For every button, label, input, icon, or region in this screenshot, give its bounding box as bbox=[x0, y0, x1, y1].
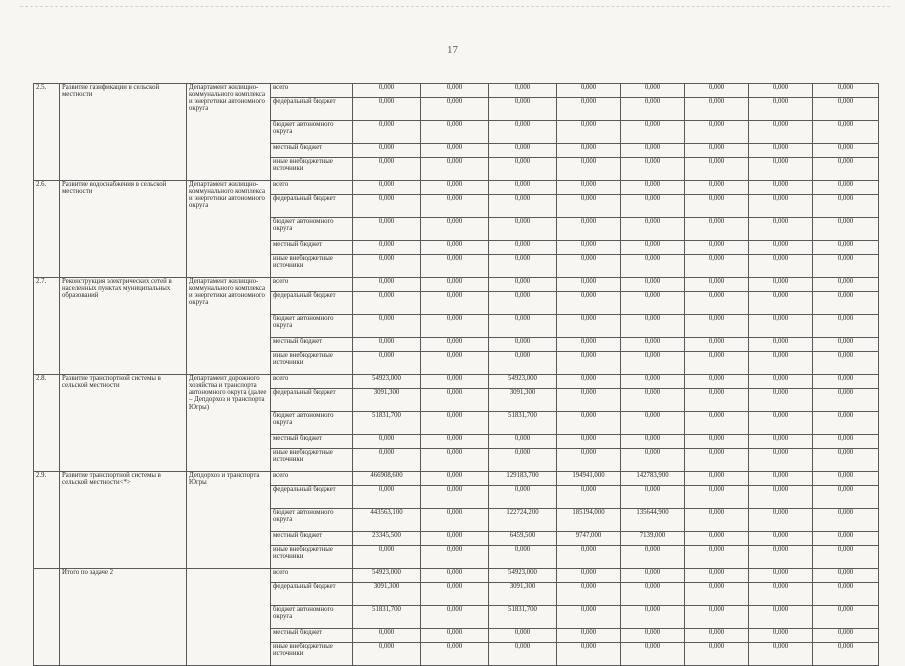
amount-cell: 0,000 bbox=[557, 389, 621, 412]
funding-source: местный бюджет bbox=[271, 338, 353, 352]
amount-cell: 0,000 bbox=[749, 195, 813, 218]
amount-cell: 0,000 bbox=[353, 158, 421, 181]
funding-source: федеральный бюджет bbox=[271, 486, 353, 509]
funding-source: местный бюджет bbox=[271, 144, 353, 158]
amount-cell: 0,000 bbox=[685, 278, 749, 292]
row-number: 2.5. bbox=[34, 84, 60, 181]
executor: Департамент жилищно-коммунального комплекса и энергетики автономного округа bbox=[187, 84, 271, 181]
amount-cell: 7139,000 bbox=[621, 532, 685, 546]
page-number: 17 bbox=[447, 44, 458, 56]
funding-source: иные внебюджетные источники bbox=[271, 158, 353, 181]
amount-cell: 0,000 bbox=[353, 338, 421, 352]
funding-source: федеральный бюджет bbox=[271, 583, 353, 606]
amount-cell: 0,000 bbox=[621, 98, 685, 121]
amount-cell: 466908,600 bbox=[353, 472, 421, 486]
amount-cell: 0,000 bbox=[685, 292, 749, 315]
amount-cell: 0,000 bbox=[685, 158, 749, 181]
amount-cell: 0,000 bbox=[685, 218, 749, 241]
amount-cell: 0,000 bbox=[813, 643, 879, 666]
amount-cell: 9747,000 bbox=[557, 532, 621, 546]
amount-cell: 0,000 bbox=[749, 412, 813, 435]
amount-cell: 0,000 bbox=[421, 292, 489, 315]
amount-cell: 0,000 bbox=[421, 181, 489, 195]
amount-cell: 0,000 bbox=[557, 546, 621, 569]
amount-cell: 0,000 bbox=[489, 435, 557, 449]
amount-cell: 0,000 bbox=[421, 546, 489, 569]
funding-source: местный бюджет bbox=[271, 435, 353, 449]
amount-cell: 0,000 bbox=[421, 389, 489, 412]
funding-source: всего bbox=[271, 84, 353, 98]
amount-cell: 0,000 bbox=[557, 338, 621, 352]
amount-cell: 0,000 bbox=[749, 352, 813, 375]
amount-cell: 0,000 bbox=[353, 435, 421, 449]
amount-cell: 0,000 bbox=[813, 292, 879, 315]
amount-cell: 0,000 bbox=[353, 486, 421, 509]
amount-cell: 0,000 bbox=[557, 569, 621, 583]
amount-cell: 0,000 bbox=[685, 546, 749, 569]
amount-cell: 0,000 bbox=[421, 583, 489, 606]
amount-cell: 0,000 bbox=[557, 449, 621, 472]
amount-cell: 0,000 bbox=[489, 629, 557, 643]
amount-cell: 0,000 bbox=[557, 412, 621, 435]
amount-cell: 0,000 bbox=[685, 181, 749, 195]
amount-cell: 0,000 bbox=[557, 606, 621, 629]
amount-cell: 0,000 bbox=[353, 181, 421, 195]
amount-cell: 0,000 bbox=[685, 84, 749, 98]
amount-cell: 54923,000 bbox=[353, 375, 421, 389]
amount-cell: 0,000 bbox=[749, 292, 813, 315]
table-row bbox=[34, 278, 879, 292]
funding-source: местный бюджет bbox=[271, 241, 353, 255]
amount-cell: 0,000 bbox=[421, 643, 489, 666]
amount-cell: 0,000 bbox=[421, 241, 489, 255]
amount-cell: 0,000 bbox=[749, 606, 813, 629]
funding-source: бюджет автономного округа bbox=[271, 218, 353, 241]
funding-source: федеральный бюджет bbox=[271, 98, 353, 121]
amount-cell: 0,000 bbox=[813, 158, 879, 181]
amount-cell: 0,000 bbox=[557, 292, 621, 315]
funding-source: всего bbox=[271, 375, 353, 389]
amount-cell: 0,000 bbox=[749, 449, 813, 472]
amount-cell: 0,000 bbox=[685, 629, 749, 643]
amount-cell: 0,000 bbox=[489, 315, 557, 338]
amount-cell: 0,000 bbox=[421, 144, 489, 158]
amount-cell: 0,000 bbox=[489, 98, 557, 121]
amount-cell: 0,000 bbox=[813, 352, 879, 375]
amount-cell: 0,000 bbox=[749, 472, 813, 486]
amount-cell: 0,000 bbox=[685, 121, 749, 144]
amount-cell: 0,000 bbox=[685, 583, 749, 606]
amount-cell: 0,000 bbox=[749, 509, 813, 532]
amount-cell: 0,000 bbox=[621, 315, 685, 338]
amount-cell: 0,000 bbox=[489, 121, 557, 144]
amount-cell: 0,000 bbox=[421, 255, 489, 278]
amount-cell: 0,000 bbox=[749, 629, 813, 643]
amount-cell: 0,000 bbox=[749, 98, 813, 121]
amount-cell: 0,000 bbox=[685, 449, 749, 472]
amount-cell: 0,000 bbox=[685, 255, 749, 278]
funding-source: федеральный бюджет bbox=[271, 292, 353, 315]
amount-cell: 0,000 bbox=[685, 375, 749, 389]
amount-cell: 0,000 bbox=[621, 195, 685, 218]
executor bbox=[187, 569, 271, 666]
funding-source: местный бюджет bbox=[271, 629, 353, 643]
amount-cell: 0,000 bbox=[489, 449, 557, 472]
amount-cell: 0,000 bbox=[749, 546, 813, 569]
amount-cell: 0,000 bbox=[621, 449, 685, 472]
amount-cell: 0,000 bbox=[813, 241, 879, 255]
amount-cell: 0,000 bbox=[749, 144, 813, 158]
amount-cell: 0,000 bbox=[489, 255, 557, 278]
amount-cell: 0,000 bbox=[749, 532, 813, 546]
amount-cell: 0,000 bbox=[685, 352, 749, 375]
amount-cell: 0,000 bbox=[685, 98, 749, 121]
amount-cell: 0,000 bbox=[489, 144, 557, 158]
amount-cell: 3091,300 bbox=[353, 583, 421, 606]
table-row bbox=[34, 84, 879, 98]
amount-cell: 443563,100 bbox=[353, 509, 421, 532]
amount-cell: 0,000 bbox=[813, 509, 879, 532]
amount-cell: 23345,500 bbox=[353, 532, 421, 546]
amount-cell: 0,000 bbox=[685, 412, 749, 435]
amount-cell: 0,000 bbox=[421, 472, 489, 486]
amount-cell: 185194,000 bbox=[557, 509, 621, 532]
amount-cell: 3091,300 bbox=[353, 389, 421, 412]
amount-cell: 0,000 bbox=[421, 412, 489, 435]
amount-cell: 0,000 bbox=[557, 583, 621, 606]
amount-cell: 0,000 bbox=[813, 606, 879, 629]
amount-cell: 0,000 bbox=[489, 218, 557, 241]
amount-cell: 51831,700 bbox=[353, 412, 421, 435]
amount-cell: 54923,000 bbox=[489, 569, 557, 583]
amount-cell: 0,000 bbox=[813, 144, 879, 158]
amount-cell: 0,000 bbox=[557, 144, 621, 158]
amount-cell: 0,000 bbox=[685, 241, 749, 255]
amount-cell: 0,000 bbox=[621, 255, 685, 278]
funding-source: иные внебюджетные источники bbox=[271, 546, 353, 569]
amount-cell: 0,000 bbox=[813, 375, 879, 389]
amount-cell: 0,000 bbox=[353, 84, 421, 98]
amount-cell: 0,000 bbox=[621, 144, 685, 158]
amount-cell: 0,000 bbox=[685, 569, 749, 583]
funding-source: всего bbox=[271, 181, 353, 195]
amount-cell: 0,000 bbox=[749, 278, 813, 292]
amount-cell: 0,000 bbox=[421, 84, 489, 98]
measure-name: Развитие водоснабжения в сельской местности bbox=[60, 181, 187, 278]
funding-source: бюджет автономного округа bbox=[271, 412, 353, 435]
amount-cell: 0,000 bbox=[489, 158, 557, 181]
amount-cell: 0,000 bbox=[813, 412, 879, 435]
amount-cell: 0,000 bbox=[813, 449, 879, 472]
amount-cell: 0,000 bbox=[621, 435, 685, 449]
funding-source: всего bbox=[271, 569, 353, 583]
amount-cell: 54923,000 bbox=[353, 569, 421, 583]
amount-cell: 0,000 bbox=[621, 338, 685, 352]
amount-cell: 0,000 bbox=[813, 546, 879, 569]
amount-cell: 0,000 bbox=[813, 218, 879, 241]
amount-cell: 0,000 bbox=[621, 158, 685, 181]
amount-cell: 0,000 bbox=[621, 278, 685, 292]
amount-cell: 0,000 bbox=[621, 241, 685, 255]
amount-cell: 0,000 bbox=[353, 449, 421, 472]
amount-cell: 0,000 bbox=[421, 352, 489, 375]
amount-cell: 0,000 bbox=[421, 486, 489, 509]
funding-source: федеральный бюджет bbox=[271, 389, 353, 412]
amount-cell: 0,000 bbox=[685, 435, 749, 449]
amount-cell: 0,000 bbox=[353, 144, 421, 158]
amount-cell: 0,000 bbox=[685, 315, 749, 338]
amount-cell: 0,000 bbox=[813, 435, 879, 449]
amount-cell: 0,000 bbox=[685, 195, 749, 218]
amount-cell: 0,000 bbox=[749, 315, 813, 338]
amount-cell: 0,000 bbox=[421, 375, 489, 389]
amount-cell: 0,000 bbox=[353, 352, 421, 375]
amount-cell: 0,000 bbox=[557, 315, 621, 338]
amount-cell: 0,000 bbox=[813, 389, 879, 412]
amount-cell: 0,000 bbox=[749, 158, 813, 181]
amount-cell: 0,000 bbox=[353, 195, 421, 218]
amount-cell: 6459,500 bbox=[489, 532, 557, 546]
scan-edge bbox=[20, 6, 890, 9]
table-row bbox=[34, 569, 879, 583]
amount-cell: 0,000 bbox=[421, 629, 489, 643]
funding-source: местный бюджет bbox=[271, 532, 353, 546]
table-row bbox=[34, 181, 879, 195]
funding-source: бюджет автономного округа bbox=[271, 121, 353, 144]
amount-cell: 0,000 bbox=[489, 546, 557, 569]
amount-cell: 0,000 bbox=[489, 643, 557, 666]
funding-source: всего bbox=[271, 472, 353, 486]
amount-cell: 0,000 bbox=[621, 121, 685, 144]
amount-cell: 0,000 bbox=[557, 435, 621, 449]
amount-cell: 0,000 bbox=[749, 486, 813, 509]
measure-name: Развитие транспортной системы в сельской местности<*> bbox=[60, 472, 187, 569]
amount-cell: 0,000 bbox=[557, 486, 621, 509]
amount-cell: 0,000 bbox=[749, 583, 813, 606]
amount-cell: 0,000 bbox=[621, 292, 685, 315]
amount-cell: 0,000 bbox=[749, 375, 813, 389]
amount-cell: 0,000 bbox=[557, 278, 621, 292]
amount-cell: 0,000 bbox=[749, 84, 813, 98]
amount-cell: 0,000 bbox=[621, 606, 685, 629]
amount-cell: 0,000 bbox=[421, 218, 489, 241]
amount-cell: 0,000 bbox=[421, 509, 489, 532]
amount-cell: 122724,200 bbox=[489, 509, 557, 532]
amount-cell: 142783,900 bbox=[621, 472, 685, 486]
amount-cell: 0,000 bbox=[749, 389, 813, 412]
amount-cell: 194941,000 bbox=[557, 472, 621, 486]
amount-cell: 0,000 bbox=[621, 486, 685, 509]
amount-cell: 0,000 bbox=[621, 181, 685, 195]
amount-cell: 0,000 bbox=[421, 449, 489, 472]
amount-cell: 0,000 bbox=[685, 606, 749, 629]
funding-source: иные внебюджетные источники bbox=[271, 352, 353, 375]
amount-cell: 0,000 bbox=[557, 241, 621, 255]
amount-cell: 0,000 bbox=[557, 375, 621, 389]
funding-source: всего bbox=[271, 278, 353, 292]
amount-cell: 0,000 bbox=[557, 195, 621, 218]
amount-cell: 0,000 bbox=[557, 121, 621, 144]
amount-cell: 0,000 bbox=[621, 352, 685, 375]
amount-cell: 129183,700 bbox=[489, 472, 557, 486]
amount-cell: 0,000 bbox=[685, 486, 749, 509]
amount-cell: 0,000 bbox=[421, 532, 489, 546]
funding-source: иные внебюджетные источники bbox=[271, 449, 353, 472]
amount-cell: 0,000 bbox=[749, 435, 813, 449]
amount-cell: 54923,000 bbox=[489, 375, 557, 389]
amount-cell: 0,000 bbox=[813, 629, 879, 643]
amount-cell: 0,000 bbox=[749, 338, 813, 352]
amount-cell: 0,000 bbox=[813, 532, 879, 546]
amount-cell: 0,000 bbox=[421, 606, 489, 629]
amount-cell: 0,000 bbox=[749, 121, 813, 144]
amount-cell: 0,000 bbox=[621, 84, 685, 98]
executor: Департамент жилищно-коммунального комплекса и энергетики автономного округа bbox=[187, 181, 271, 278]
amount-cell: 0,000 bbox=[353, 98, 421, 121]
amount-cell: 0,000 bbox=[557, 181, 621, 195]
amount-cell: 0,000 bbox=[813, 486, 879, 509]
measure-name: Развитие транспортной системы в сельской местности bbox=[60, 375, 187, 472]
amount-cell: 0,000 bbox=[421, 98, 489, 121]
amount-cell: 0,000 bbox=[685, 509, 749, 532]
amount-cell: 0,000 bbox=[557, 643, 621, 666]
amount-cell: 0,000 bbox=[557, 218, 621, 241]
amount-cell: 51831,700 bbox=[489, 606, 557, 629]
executor: Депдорхоз и транспорта Югры bbox=[187, 472, 271, 569]
amount-cell: 0,000 bbox=[813, 98, 879, 121]
amount-cell: 0,000 bbox=[557, 84, 621, 98]
amount-cell: 0,000 bbox=[813, 255, 879, 278]
measure-name: Реконструкция электрических сетей в населенных пунктах муниципальных образований bbox=[60, 278, 187, 375]
executor: Департамент жилищно-коммунального комплекса и энергетики автономного округа bbox=[187, 278, 271, 375]
amount-cell: 0,000 bbox=[489, 195, 557, 218]
amount-cell: 0,000 bbox=[489, 241, 557, 255]
amount-cell: 0,000 bbox=[749, 181, 813, 195]
amount-cell: 0,000 bbox=[557, 255, 621, 278]
row-number: 2.6. bbox=[34, 181, 60, 278]
funding-source: федеральный бюджет bbox=[271, 195, 353, 218]
row-number: 2.7. bbox=[34, 278, 60, 375]
table-row bbox=[34, 472, 879, 486]
amount-cell: 3091,300 bbox=[489, 583, 557, 606]
row-number: 2.9. bbox=[34, 472, 60, 569]
amount-cell: 0,000 bbox=[353, 121, 421, 144]
amount-cell: 0,000 bbox=[621, 218, 685, 241]
amount-cell: 0,000 bbox=[489, 486, 557, 509]
amount-cell: 0,000 bbox=[621, 412, 685, 435]
amount-cell: 0,000 bbox=[489, 292, 557, 315]
amount-cell: 0,000 bbox=[421, 338, 489, 352]
amount-cell: 0,000 bbox=[813, 278, 879, 292]
funding-source: иные внебюджетные источники bbox=[271, 643, 353, 666]
amount-cell: 0,000 bbox=[621, 583, 685, 606]
row-number: 2.8. bbox=[34, 375, 60, 472]
amount-cell: 0,000 bbox=[421, 121, 489, 144]
amount-cell: 3091,300 bbox=[489, 389, 557, 412]
funding-source: бюджет автономного округа bbox=[271, 315, 353, 338]
amount-cell: 0,000 bbox=[353, 546, 421, 569]
amount-cell: 0,000 bbox=[749, 643, 813, 666]
amount-cell: 0,000 bbox=[621, 643, 685, 666]
amount-cell: 0,000 bbox=[421, 195, 489, 218]
funding-source: бюджет автономного округа bbox=[271, 509, 353, 532]
amount-cell: 0,000 bbox=[813, 84, 879, 98]
funding-source: бюджет автономного округа bbox=[271, 606, 353, 629]
amount-cell: 0,000 bbox=[813, 195, 879, 218]
amount-cell: 0,000 bbox=[813, 583, 879, 606]
amount-cell: 0,000 bbox=[557, 158, 621, 181]
measure-name: Развитие газификации в сельской местности bbox=[60, 84, 187, 181]
amount-cell: 0,000 bbox=[685, 389, 749, 412]
amount-cell: 0,000 bbox=[557, 629, 621, 643]
budget-table bbox=[33, 83, 879, 666]
amount-cell: 0,000 bbox=[421, 435, 489, 449]
amount-cell: 0,000 bbox=[749, 218, 813, 241]
amount-cell: 0,000 bbox=[353, 629, 421, 643]
amount-cell: 51831,700 bbox=[489, 412, 557, 435]
amount-cell: 0,000 bbox=[813, 472, 879, 486]
amount-cell: 135644,900 bbox=[621, 509, 685, 532]
amount-cell: 0,000 bbox=[353, 315, 421, 338]
amount-cell: 0,000 bbox=[353, 218, 421, 241]
row-number bbox=[34, 569, 60, 666]
amount-cell: 0,000 bbox=[621, 546, 685, 569]
amount-cell: 0,000 bbox=[685, 144, 749, 158]
amount-cell: 51831,700 bbox=[353, 606, 421, 629]
amount-cell: 0,000 bbox=[421, 278, 489, 292]
amount-cell: 0,000 bbox=[685, 643, 749, 666]
amount-cell: 0,000 bbox=[813, 569, 879, 583]
executor: Департамент дорожного хозяйства и транспорта автономного округа (далее – Депдорхоз и транспорта Югры) bbox=[187, 375, 271, 472]
amount-cell: 0,000 bbox=[621, 389, 685, 412]
amount-cell: 0,000 bbox=[813, 181, 879, 195]
amount-cell: 0,000 bbox=[353, 241, 421, 255]
amount-cell: 0,000 bbox=[421, 569, 489, 583]
amount-cell: 0,000 bbox=[813, 338, 879, 352]
funding-source: иные внебюджетные источники bbox=[271, 255, 353, 278]
amount-cell: 0,000 bbox=[489, 84, 557, 98]
amount-cell: 0,000 bbox=[489, 338, 557, 352]
amount-cell: 0,000 bbox=[557, 98, 621, 121]
amount-cell: 0,000 bbox=[749, 569, 813, 583]
table-row bbox=[34, 375, 879, 389]
amount-cell: 0,000 bbox=[421, 315, 489, 338]
amount-cell: 0,000 bbox=[685, 532, 749, 546]
amount-cell: 0,000 bbox=[353, 643, 421, 666]
amount-cell: 0,000 bbox=[621, 375, 685, 389]
amount-cell: 0,000 bbox=[421, 158, 489, 181]
amount-cell: 0,000 bbox=[353, 278, 421, 292]
amount-cell: 0,000 bbox=[813, 121, 879, 144]
amount-cell: 0,000 bbox=[489, 352, 557, 375]
amount-cell: 0,000 bbox=[353, 292, 421, 315]
amount-cell: 0,000 bbox=[749, 241, 813, 255]
amount-cell: 0,000 bbox=[749, 255, 813, 278]
measure-name: Итого по задаче 2 bbox=[60, 569, 187, 666]
amount-cell: 0,000 bbox=[489, 181, 557, 195]
amount-cell: 0,000 bbox=[621, 629, 685, 643]
amount-cell: 0,000 bbox=[685, 472, 749, 486]
amount-cell: 0,000 bbox=[353, 255, 421, 278]
amount-cell: 0,000 bbox=[685, 338, 749, 352]
amount-cell: 0,000 bbox=[489, 278, 557, 292]
amount-cell: 0,000 bbox=[557, 352, 621, 375]
amount-cell: 0,000 bbox=[621, 569, 685, 583]
amount-cell: 0,000 bbox=[813, 315, 879, 338]
